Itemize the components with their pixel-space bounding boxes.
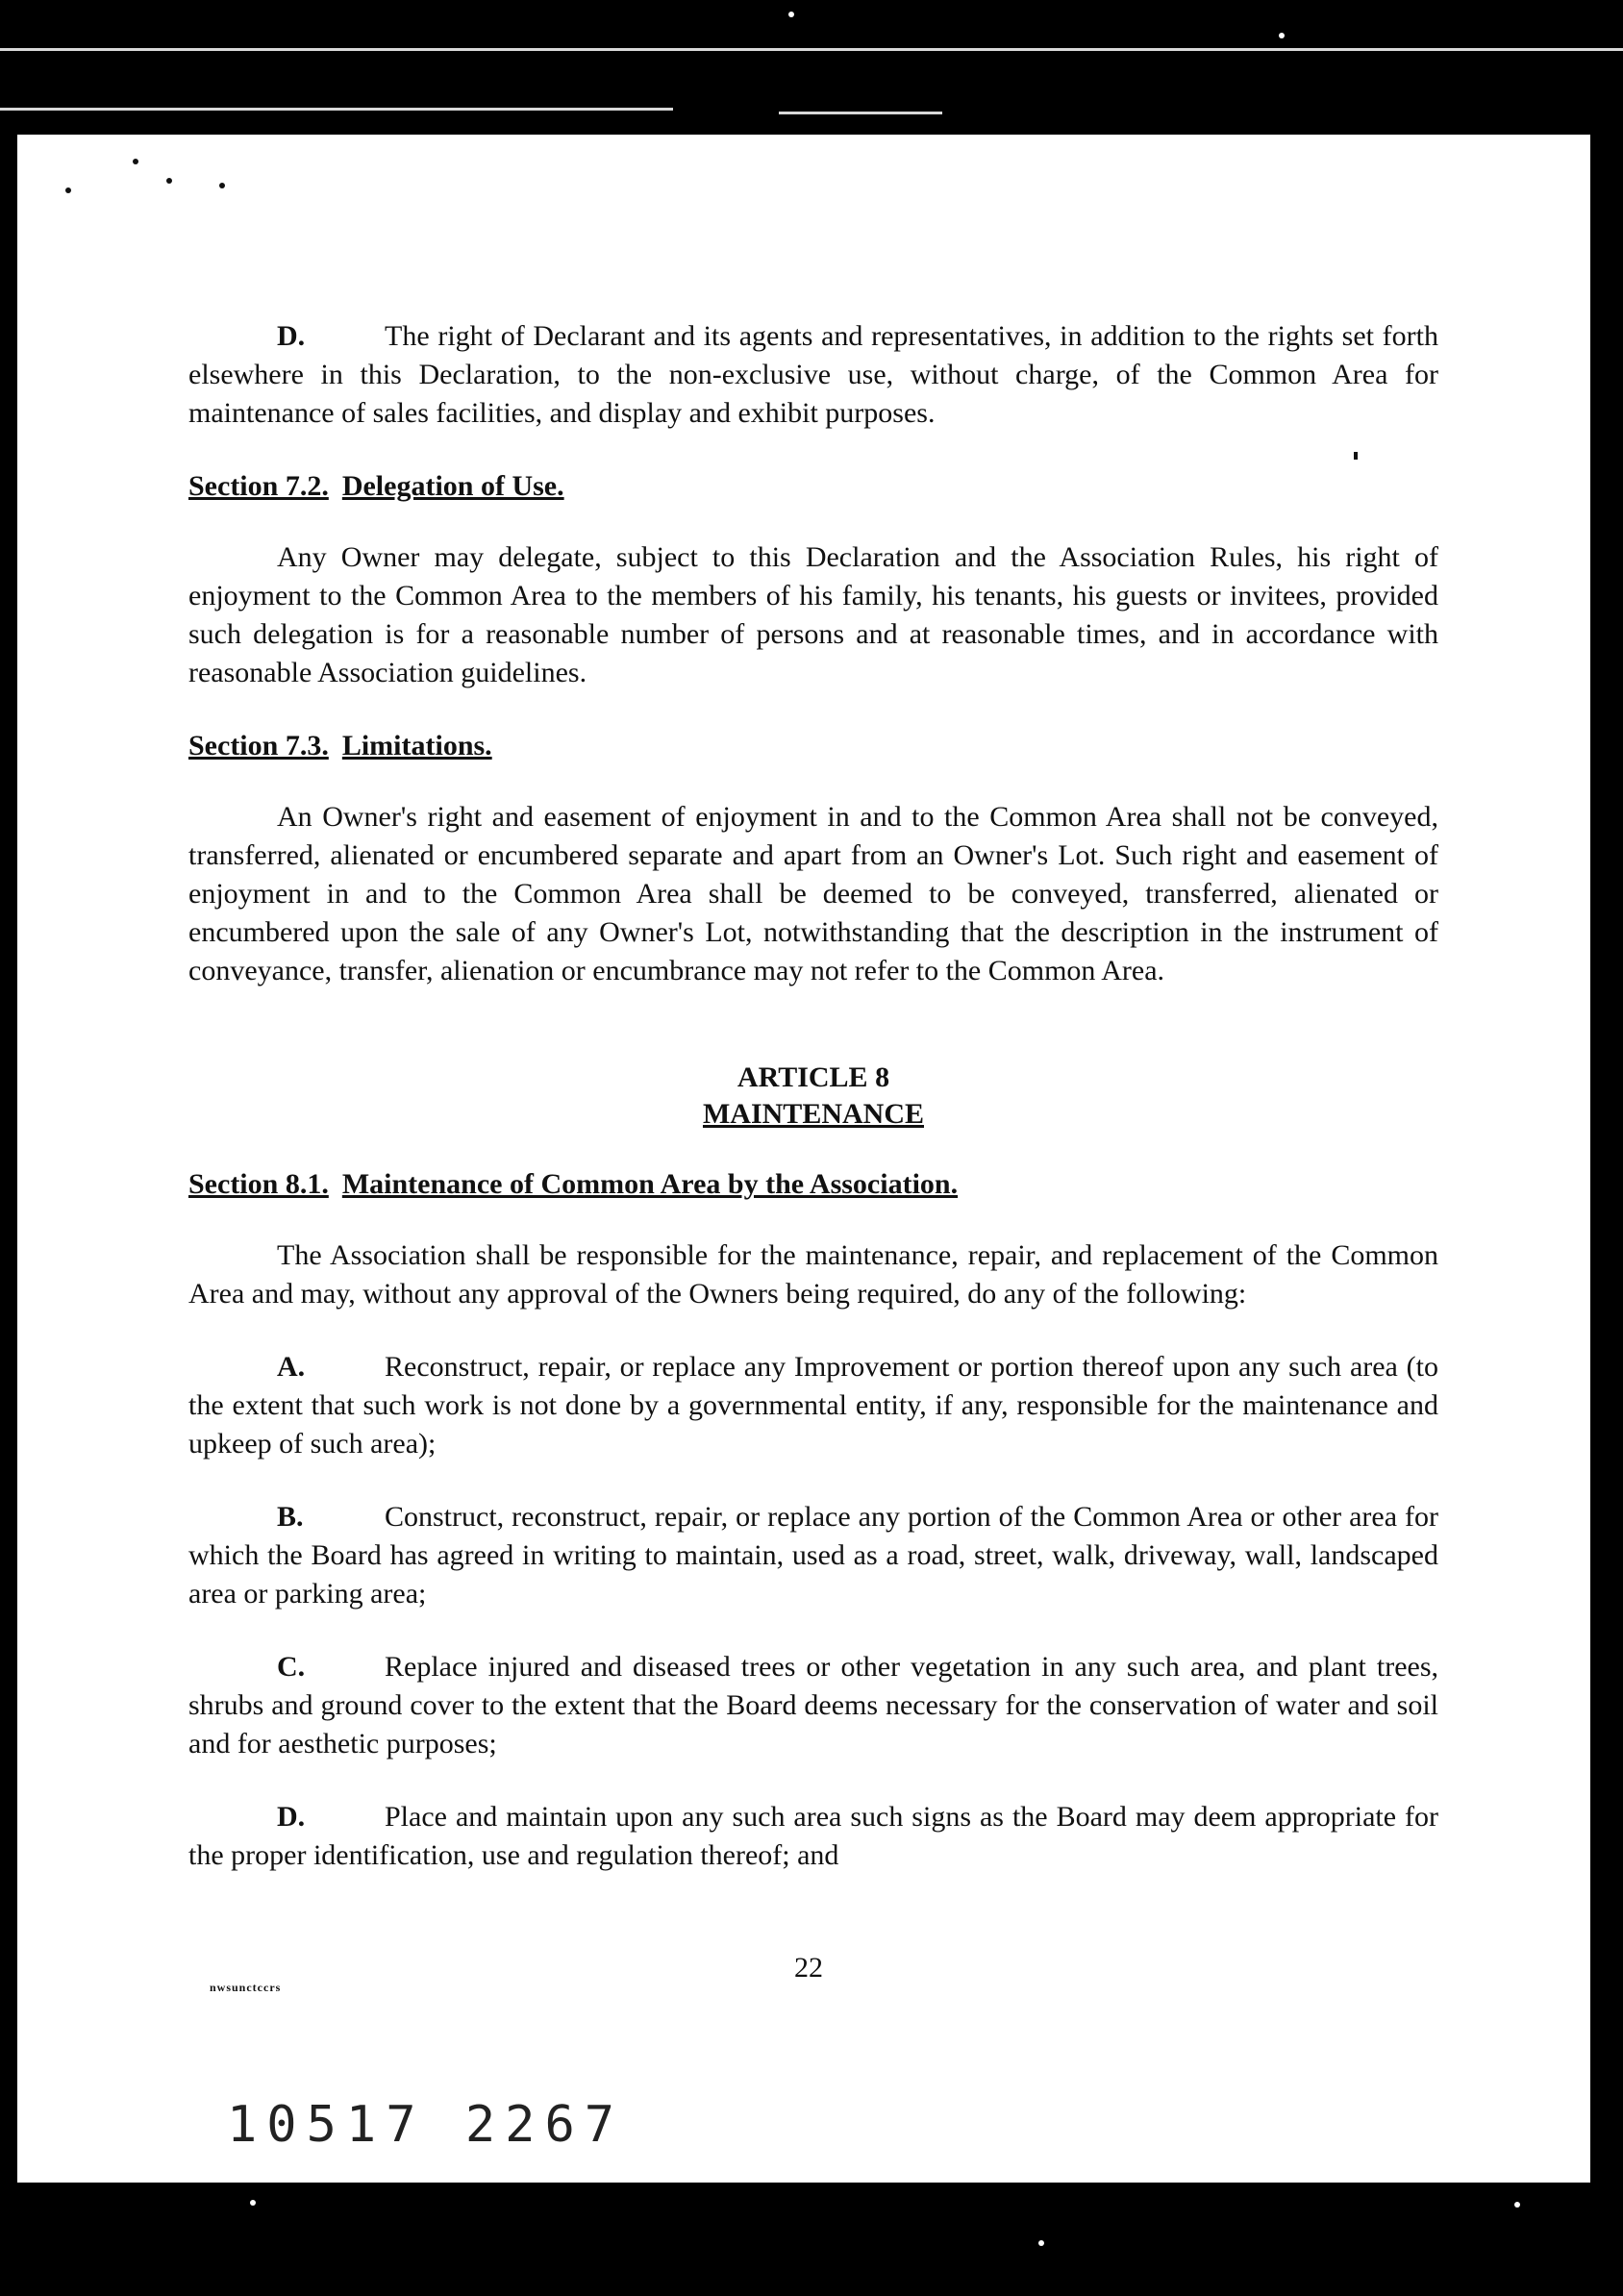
section-7-3-heading	[188, 727, 1438, 765]
item-text: Construct, reconstruct, repair, or replace any portion of the Common Area or other area for which the Board has agreed in writing to maintain, used as a road, street, walk, driveway, wall, landscaped area or parking area;	[188, 1501, 1438, 1610]
section-8-1-body: The Association shall be responsible for the maintenance, repair, and replacement of the Common Area and may, without any approval of the Owners being required, do any of the following:	[188, 1239, 1438, 1310]
footer-code: nwsunctccrs	[210, 1981, 282, 1994]
item-letter: D.	[277, 1801, 306, 1833]
item-letter: D.	[277, 320, 306, 352]
section-number: Section 8.1.	[188, 1168, 329, 1200]
list-item	[188, 1498, 1438, 1613]
list-item	[188, 1348, 1438, 1463]
section-number: Section 7.3.	[188, 730, 329, 761]
document-stamp: 10517 2267	[227, 2096, 625, 2154]
item-text: The right of Declarant and its agents and representatives, in addition to the rights set forth elsewhere in this Declaration, to the non-exclusive use, without charge, of the Common Area for maintenance of sales facilities, and display and exhibit purposes.	[188, 320, 1438, 429]
article-number: ARTICLE 8	[737, 1061, 890, 1093]
item-text: Reconstruct, repair, or replace any Improvement or portion thereof upon any such area (to the extent that such work is not done by a governmental entity, if any, responsible for the maintenance and upkeep of such area);	[188, 1351, 1438, 1460]
section-7-2-heading	[188, 467, 1438, 506]
section-7-2-body: Any Owner may delegate, subject to this Declaration and the Association Rules, his right of enjoyment to the Common Area to the members of his family, his tenants, his guests or invitees, provided such delegation is for a reasonable number of persons and at reasonable times, and in accordance with reasonable Association guidelines.	[188, 541, 1438, 688]
item-letter: A.	[277, 1351, 306, 1383]
list-item	[188, 1648, 1438, 1763]
section-title: Delegation of Use.	[341, 470, 564, 502]
article-title: MAINTENANCE	[702, 1098, 924, 1130]
section-number: Section 7.2.	[188, 470, 329, 502]
section-8-1-heading	[188, 1165, 1438, 1204]
declarant-right-item	[188, 317, 1438, 433]
document-page	[17, 135, 1590, 2183]
section-title: Maintenance of Common Area by the Association.	[341, 1168, 959, 1200]
document-body	[188, 317, 1438, 1909]
item-letter: C.	[277, 1651, 306, 1683]
section-title: Limitations.	[341, 730, 492, 761]
item-text: Place and maintain upon any such area such signs as the Board may deem appropriate for the proper identification, use and regulation thereof; and	[188, 1801, 1438, 1871]
article-heading	[188, 1060, 1438, 1133]
list-item	[188, 1798, 1438, 1875]
page-number: 22	[794, 1952, 823, 1984]
section-7-3-body: An Owner's right and easement of enjoyment in and to the Common Area shall not be conveyed, transferred, alienated or encumbered separate and apart from an Owner's Lot. Such right and easement of enjoyment in and to the Common Area shall be deemed to be conveyed, transferred, alienated or encumbered upon the sale of any Owner's Lot, notwithstanding that the description in the instrument of conveyance, transfer, alienation or encumbrance may not refer to the Common Area.	[188, 801, 1438, 986]
item-text: Replace injured and diseased trees or other vegetation in any such area, and plant trees, shrubs and ground cover to the extent that the Board deems necessary for the conservation of water and soil and for aesthetic purposes;	[188, 1651, 1438, 1759]
item-letter: B.	[277, 1501, 304, 1533]
